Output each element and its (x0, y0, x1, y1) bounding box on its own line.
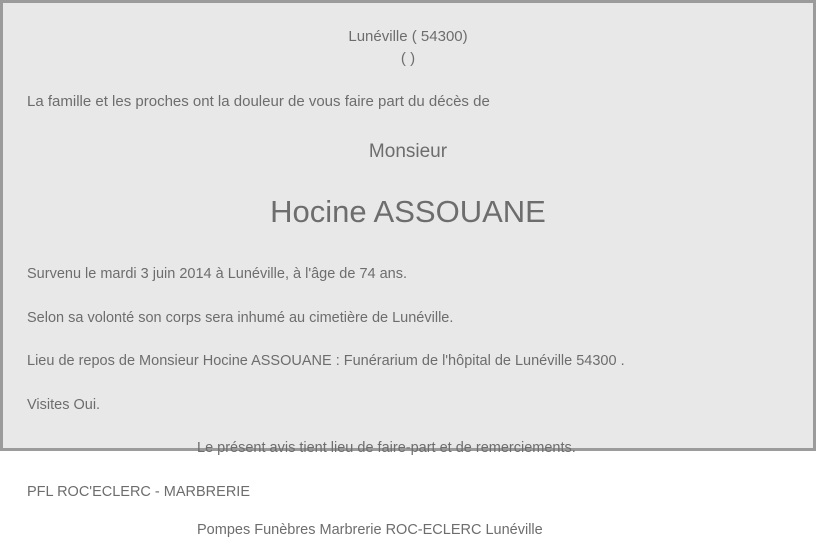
funeral-agency-name: PFL ROC'ECLERC - MARBRERIE (27, 484, 250, 501)
funeral-agency-subtitle: Pompes Funèbres Marbrerie ROC-ECLERC Lunéville (197, 521, 543, 538)
detail-line-burial: Selon sa volonté son corps sera inhumé au cimetière de Lunéville. (27, 309, 454, 326)
detail-line-visits: Visites Oui. (27, 396, 101, 413)
closing-statement: Le présent avis tient lieu de faire-part et de remerciements. (197, 440, 576, 457)
intro-text: La famille et les proches ont la douleur de vous faire part du décès de (27, 92, 490, 110)
civility-title: Monsieur (368, 140, 448, 162)
detail-line-death: Survenu le mardi 3 juin 2014 à Lunéville, à l'âge de 74 ans. (27, 266, 408, 283)
detail-line-resting-place: Lieu de repos de Monsieur Hocine ASSOUANE : Funérarium de l'hôpital de Lunéville 54300 . (27, 353, 625, 370)
city-line: Lunéville ( 54300) (348, 28, 468, 45)
parenthesis-line: ( ) (400, 50, 416, 68)
deceased-name: Hocine ASSOUANE (270, 194, 546, 230)
